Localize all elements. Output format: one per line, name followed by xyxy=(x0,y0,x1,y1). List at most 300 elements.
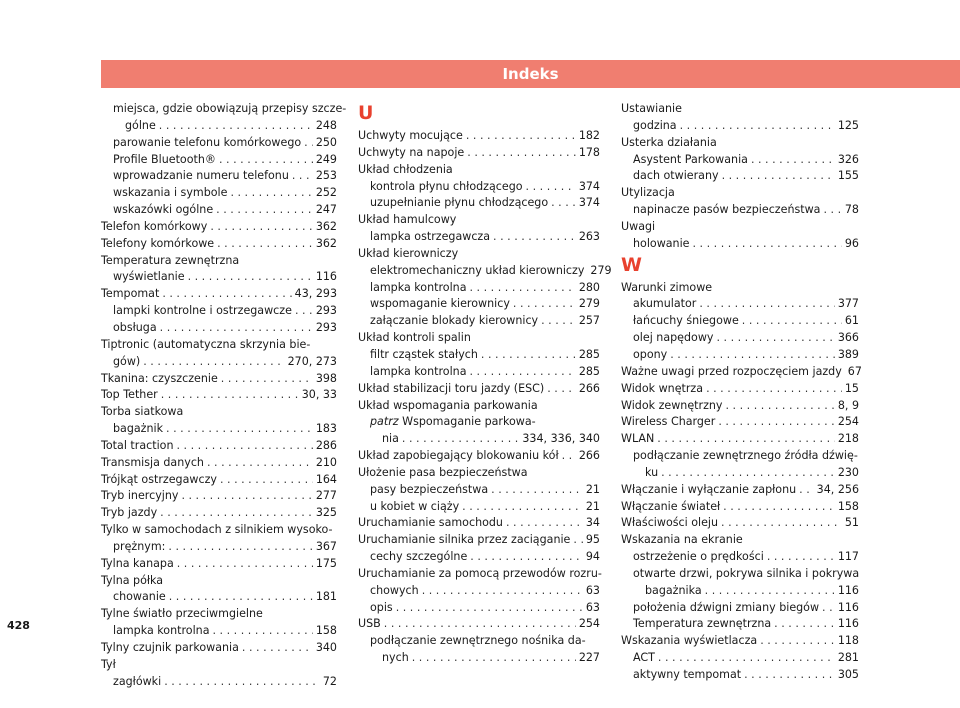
index-entry xyxy=(621,499,859,516)
index-entry-term: bagażnik xyxy=(113,422,164,436)
index-entry-pages: 250 xyxy=(315,135,337,149)
index-entry xyxy=(101,185,337,202)
index-entry-term: zagłówki xyxy=(113,674,162,688)
index-entry-term: Tkanina: czyszczenie xyxy=(101,371,218,385)
dot-leader xyxy=(693,236,842,253)
index-entry xyxy=(101,236,337,253)
dot-leader xyxy=(402,431,519,448)
index-entry-pages: 51 xyxy=(844,516,859,530)
index-entry-term: chowanie xyxy=(113,590,166,604)
dot-leader xyxy=(162,286,291,303)
index-entry-term: u kobiet w ciąży xyxy=(370,499,460,513)
index-entry-heading: Układ chłodzenia xyxy=(358,162,453,176)
dot-leader xyxy=(177,438,313,455)
index-entry-term: chowych xyxy=(370,583,419,597)
index-entry-term: wspomaganie kierownicy xyxy=(370,297,510,311)
index-entry-pages: 374 xyxy=(578,196,600,210)
index-entry-term: filtr cząstek stałych xyxy=(370,347,478,361)
dot-leader xyxy=(799,482,814,499)
index-entry-heading: podłączanie zewnętrznego nośnika da- xyxy=(370,634,586,648)
index-entry-pages: 34, 256 xyxy=(816,482,859,496)
index-entry-heading: Uruchamianie za pomocą przewodów rozru- xyxy=(358,566,602,580)
dot-leader xyxy=(159,118,313,135)
index-entry-term: Uruchamianie samochodu xyxy=(358,516,503,530)
page-number: 428 xyxy=(7,619,30,632)
index-entry-term: cechy szczególne xyxy=(370,550,468,564)
index-entry-term: opis xyxy=(370,600,393,614)
index-entry xyxy=(621,465,859,482)
index-entry-pages: 43, 293 xyxy=(294,287,337,301)
index-entry-heading: podłączanie zewnętrznego źródła dźwię- xyxy=(633,449,858,463)
index-entry xyxy=(358,381,600,398)
dot-leader xyxy=(216,202,313,219)
page-title: Indeks xyxy=(502,65,559,83)
index-entry-term: Właściwości oleju xyxy=(621,516,719,530)
index-entry-pages: 227 xyxy=(578,651,600,665)
index-entry-heading: Uwagi xyxy=(621,219,656,233)
index-entry-pages: 72 xyxy=(322,674,337,688)
index-entry-term: nia xyxy=(382,432,399,446)
index-entry xyxy=(621,616,859,633)
dot-leader xyxy=(470,364,576,381)
index-entry-pages: 277 xyxy=(315,489,337,503)
dot-leader xyxy=(177,556,313,573)
dot-leader xyxy=(295,303,313,320)
index-entry-term: opony xyxy=(633,347,668,361)
index-entry-pages: 281 xyxy=(837,651,859,665)
index-entry xyxy=(101,421,337,438)
dot-leader xyxy=(562,448,576,465)
index-entry-pages: 94 xyxy=(585,550,600,564)
dot-leader xyxy=(751,152,835,169)
index-entry xyxy=(358,347,600,364)
index-entry-term: bagażnika xyxy=(645,583,702,597)
index-entry-text: Wspomaganie parkowa- xyxy=(398,415,536,429)
index-entry xyxy=(101,640,337,657)
index-entry xyxy=(358,448,600,465)
index-entry-term: WLAN xyxy=(621,432,655,446)
index-entry-pages: 266 xyxy=(578,449,600,463)
dot-leader xyxy=(481,347,576,364)
index-entry xyxy=(101,135,337,152)
index-entry-term: Włączanie świateł xyxy=(621,499,721,513)
index-entry-term: Tryb jazdy xyxy=(101,506,158,520)
dot-leader xyxy=(466,128,576,145)
dot-leader xyxy=(161,387,299,404)
index-entry-pages: 325 xyxy=(315,506,337,520)
index-entry-term: położenia dźwigni zmiany biegów xyxy=(633,600,820,614)
index-entry-term: ku xyxy=(645,465,659,479)
index-entry-term: Tylna kanapa xyxy=(101,556,174,570)
index-entry xyxy=(101,387,337,404)
index-entry xyxy=(621,549,859,566)
index-entry-term: lampka kontrolna xyxy=(370,364,467,378)
index-entry-term: Top Tether xyxy=(101,388,158,402)
index-entry-term: nych xyxy=(382,651,409,665)
index-entry-term: wskazania i symbole xyxy=(113,186,228,200)
index-entry-pages: 285 xyxy=(578,364,600,378)
dot-leader xyxy=(513,296,576,313)
index-entry xyxy=(101,202,337,219)
index-see-reference: patrz xyxy=(370,415,399,429)
dot-leader xyxy=(680,118,835,135)
index-entry-pages: 158 xyxy=(315,624,337,638)
index-entry xyxy=(358,482,600,499)
index-entry-pages: 305 xyxy=(837,668,859,681)
index-entry xyxy=(621,118,859,135)
index-entry-term: pasy bezpieczeństwa xyxy=(370,482,489,496)
dot-leader xyxy=(744,667,835,684)
index-entry-pages: 247 xyxy=(315,203,337,217)
index-entry-pages: 178 xyxy=(578,145,600,159)
index-entry-term: elektromechaniczny układ kierowniczy xyxy=(370,263,585,277)
dot-leader xyxy=(547,381,576,398)
index-entry-term: Układ stabilizacji toru jazdy (ESC) xyxy=(358,381,545,395)
page-header xyxy=(101,60,960,88)
index-entry xyxy=(358,431,600,448)
dot-leader xyxy=(304,135,313,152)
dot-leader xyxy=(706,381,842,398)
index-entry xyxy=(101,556,337,573)
index-entry-pages: 116 xyxy=(837,583,859,597)
index-entry-term: Tryb inercyjny xyxy=(101,489,179,503)
index-entry xyxy=(101,589,337,606)
index-entry xyxy=(358,263,612,280)
dot-leader xyxy=(230,185,312,202)
dot-leader xyxy=(774,616,835,633)
index-entry xyxy=(358,195,600,212)
dot-leader xyxy=(573,532,582,549)
index-entry-term: Asystent Parkowania xyxy=(633,152,748,166)
index-entry-heading: Tył xyxy=(101,657,116,671)
index-entry xyxy=(621,364,862,381)
index-entry-term: napinacze pasów bezpieczeństwa xyxy=(633,203,821,217)
index-entry xyxy=(358,650,600,667)
index-entry-pages: 230 xyxy=(837,465,859,479)
index-entry-term: akumulator xyxy=(633,297,697,311)
index-entry-term: Widok zewnętrzny xyxy=(621,398,723,412)
index-entry-term: olej napędowy xyxy=(633,331,714,345)
dot-leader xyxy=(219,152,313,169)
index-entry xyxy=(621,236,859,253)
dot-leader xyxy=(470,549,583,566)
dot-leader xyxy=(166,421,313,438)
dot-leader xyxy=(721,515,842,532)
index-entry xyxy=(621,347,859,364)
index-entry-pages: 175 xyxy=(315,556,337,570)
dot-leader xyxy=(181,488,312,505)
dot-leader xyxy=(718,414,834,431)
index-entry-term: Profile Bluetooth® xyxy=(113,152,216,166)
dot-leader xyxy=(213,623,313,640)
dot-leader xyxy=(491,482,583,499)
index-entry xyxy=(101,674,337,691)
index-entry xyxy=(621,633,859,650)
index-entry-term: Włączanie i wyłączanie zapłonu xyxy=(621,482,797,496)
index-entry-term: lampki kontrolne i ostrzegawcze xyxy=(113,304,292,318)
index-entry-term: Uchwyty mocujące xyxy=(358,129,463,142)
index-entry xyxy=(101,118,337,135)
index-entry xyxy=(621,667,859,684)
index-entry xyxy=(621,313,859,330)
index-entry-pages: 374 xyxy=(578,179,600,193)
index-column-3 xyxy=(621,101,862,684)
index-entry-term: wskazówki ogólne xyxy=(113,203,214,217)
index-entry-pages: 21 xyxy=(585,482,600,496)
index-entry xyxy=(358,515,600,532)
index-entry xyxy=(101,354,337,371)
index-entry-term: Temperatura zewnętrzna xyxy=(633,617,772,631)
index-entry-term: kontrola płynu chłodzącego xyxy=(370,179,523,193)
index-entry-term: wprowadzanie numeru telefonu xyxy=(113,169,289,183)
index-entry-pages: 96 xyxy=(844,236,859,250)
index-entry xyxy=(101,505,337,522)
index-entry-term: godzina xyxy=(633,118,677,132)
index-entry xyxy=(358,364,600,381)
dot-leader xyxy=(169,589,313,606)
index-entry-heading: Warunki zimowe xyxy=(621,280,713,294)
index-entry xyxy=(621,482,859,499)
dot-leader xyxy=(823,202,841,219)
index-entry-pages: 285 xyxy=(578,347,600,361)
index-entry-pages: 253 xyxy=(315,169,337,183)
index-entry-pages: 116 xyxy=(315,270,337,284)
index-entry-term: lampka kontrolna xyxy=(370,280,467,294)
dot-leader xyxy=(422,583,583,600)
index-entry xyxy=(101,286,337,303)
dot-leader xyxy=(467,145,576,162)
index-entry-pages: 116 xyxy=(837,600,859,614)
index-entry-heading: Układ wspomagania parkowania xyxy=(358,398,538,412)
index-entry-pages: 286 xyxy=(315,438,337,452)
dot-leader xyxy=(412,650,576,667)
index-entry-term: prężnym: xyxy=(113,539,166,553)
index-entry-term: wyświetlanie xyxy=(113,270,185,284)
index-entry xyxy=(358,128,600,145)
index-entry-heading: Ułożenie pasa bezpieczeństwa xyxy=(358,465,528,479)
index-entry-term: Ważne uwagi przed rozpoczęciem jazdy xyxy=(621,364,842,378)
index-entry-heading: Układ kontroli spalin xyxy=(358,331,471,345)
index-entry-heading: Tylko w samochodach z silnikiem wysoko- xyxy=(101,523,333,537)
index-entry-pages: 280 xyxy=(578,280,600,294)
index-entry-pages: 377 xyxy=(837,297,859,311)
index-entry-heading: Usterka działania xyxy=(621,135,717,149)
index-entry xyxy=(101,488,337,505)
index-column-2 xyxy=(358,101,612,667)
dot-leader xyxy=(160,505,313,522)
index-entry-heading: otwarte drzwi, pokrywa silnika i pokrywa xyxy=(633,566,860,580)
index-entry-pages: 248 xyxy=(315,118,337,132)
index-entry-term: USB xyxy=(358,617,381,631)
index-entry-term: łańcuchy śniegowe xyxy=(633,314,739,328)
dot-leader xyxy=(699,296,834,313)
index-entry-pages: 63 xyxy=(585,583,600,597)
index-entry xyxy=(101,539,337,556)
index-entry xyxy=(101,168,337,185)
dot-leader xyxy=(470,280,576,297)
index-entry-pages: 181 xyxy=(315,590,337,604)
index-entry xyxy=(358,313,600,330)
index-entry xyxy=(358,145,600,162)
index-entry-pages: 366 xyxy=(837,331,859,345)
index-entry xyxy=(621,414,859,431)
index-entry xyxy=(621,398,859,415)
index-entry-pages: 182 xyxy=(578,129,600,142)
dot-leader xyxy=(822,600,835,617)
index-entry-pages: 389 xyxy=(837,347,859,361)
index-entry-pages: 252 xyxy=(315,186,337,200)
index-entry-pages: 8, 9 xyxy=(837,398,859,412)
index-entry-term: gólne xyxy=(125,118,156,132)
index-entry-heading: Tiptronic (automatyczna skrzynia bie- xyxy=(101,337,311,351)
dot-leader xyxy=(188,269,313,286)
index-entry-pages: 254 xyxy=(578,617,600,631)
index-entry-pages: 15 xyxy=(844,381,859,395)
index-entry-pages: 293 xyxy=(315,320,337,334)
dot-leader xyxy=(541,313,576,330)
index-entry xyxy=(358,499,600,516)
index-entry-pages: 266 xyxy=(578,381,600,395)
index-entry-heading: Układ hamulcowy xyxy=(358,213,457,227)
index-column-1 xyxy=(101,101,347,691)
index-entry xyxy=(621,381,859,398)
dot-leader xyxy=(168,539,312,556)
dot-leader xyxy=(506,515,583,532)
dot-leader xyxy=(670,347,835,364)
index-entry-heading: Tylne światło przeciwmgielne xyxy=(101,607,263,621)
dot-leader xyxy=(160,320,313,337)
index-entry-heading: Torba siatkowa xyxy=(101,405,184,419)
index-entry-term: Widok wnętrza xyxy=(621,381,704,395)
index-entry-heading: Wskazania na ekranie xyxy=(621,533,743,547)
index-entry-pages: 61 xyxy=(844,314,859,328)
dot-leader xyxy=(143,354,284,371)
index-entry-term: Uruchamianie silnika przez zaciąganie xyxy=(358,533,571,547)
index-entry-term: gów) xyxy=(113,354,141,368)
index-entry xyxy=(621,296,859,313)
index-entry-term: uzupełnianie płynu chłodzącego xyxy=(370,196,549,210)
index-entry-term: lampka ostrzegawcza xyxy=(370,230,491,244)
dot-leader xyxy=(210,219,313,236)
dot-leader xyxy=(658,650,835,667)
index-entry-pages: 118 xyxy=(837,634,859,648)
index-entry-pages: 78 xyxy=(844,203,859,217)
index-entry-pages: 63 xyxy=(585,600,600,614)
index-entry xyxy=(358,549,600,566)
dot-leader xyxy=(493,229,576,246)
index-entry-pages: 340 xyxy=(315,641,337,654)
index-entry-term: dach otwierany xyxy=(633,169,719,183)
index-entry xyxy=(101,303,337,320)
index-entry-term: ostrzeżenie o prędkości xyxy=(633,550,764,564)
dot-leader xyxy=(220,472,313,489)
index-entry xyxy=(101,472,337,489)
index-entry-pages: 95 xyxy=(585,533,600,547)
dot-leader xyxy=(384,616,576,633)
index-entry-pages: 218 xyxy=(837,432,859,446)
index-entry xyxy=(621,515,859,532)
dot-leader xyxy=(551,195,576,212)
index-entry xyxy=(621,330,859,347)
dot-leader xyxy=(760,633,835,650)
index-entry xyxy=(101,219,337,236)
index-entry-pages: 155 xyxy=(837,169,859,183)
index-entry xyxy=(358,583,600,600)
index-entry-heading xyxy=(358,414,600,431)
index-entry-term: aktywny tempomat xyxy=(633,668,742,681)
dot-leader xyxy=(396,600,583,617)
index-entry-pages: 117 xyxy=(837,550,859,564)
index-entry-pages: 263 xyxy=(578,230,600,244)
dot-leader xyxy=(767,549,835,566)
index-letter-heading: W xyxy=(621,253,642,276)
index-entry-term: Telefony komórkowe xyxy=(101,236,215,250)
index-entry-term: Wireless Charger xyxy=(621,415,716,429)
index-entry xyxy=(101,152,337,169)
index-entry-pages: 34 xyxy=(585,516,600,530)
index-entry xyxy=(358,179,600,196)
dot-leader xyxy=(661,465,835,482)
index-entry-term: Tempomat xyxy=(101,287,160,301)
index-entry xyxy=(358,616,600,633)
index-entry xyxy=(101,438,337,455)
index-entry-heading: Układ kierowniczy xyxy=(358,246,459,260)
dot-leader xyxy=(722,168,835,185)
index-entry-pages: 30, 33 xyxy=(301,388,337,402)
index-entry-term: załączanie blokady kierownicy xyxy=(370,314,539,328)
dot-leader xyxy=(742,313,842,330)
index-entry-term: Układ zapobiegający blokowaniu kół xyxy=(358,449,559,463)
index-entry-pages: 362 xyxy=(315,236,337,250)
index-entry xyxy=(358,280,600,297)
index-entry-heading: Temperatura zewnętrzna xyxy=(101,253,240,267)
index-entry-pages: 21 xyxy=(585,499,600,513)
index-entry-term: Wskazania wyświetlacza xyxy=(621,634,758,648)
index-entry-pages: 164 xyxy=(315,472,337,486)
index-entry xyxy=(621,583,859,600)
dot-leader xyxy=(716,330,834,347)
index-entry-heading: Utylizacja xyxy=(621,186,675,200)
index-entry-pages: 362 xyxy=(315,219,337,233)
index-entry xyxy=(621,600,859,617)
dot-leader xyxy=(242,640,313,657)
index-entry-pages: 210 xyxy=(315,455,337,469)
index-entry-pages: 279 xyxy=(578,297,600,311)
dot-leader xyxy=(217,236,313,253)
index-entry-pages: 367 xyxy=(315,539,337,553)
index-entry xyxy=(621,202,859,219)
index-entry xyxy=(101,269,337,286)
index-entry-term: parowanie telefonu komórkowego xyxy=(113,135,302,149)
index-entry-term: Uchwyty na napoje xyxy=(358,145,465,159)
index-entry-heading: Ustawianie xyxy=(621,102,682,115)
index-entry-term: holowanie xyxy=(633,236,690,250)
index-entry-pages: 125 xyxy=(837,118,859,132)
dot-leader xyxy=(526,179,576,196)
index-entry-term: ACT xyxy=(633,651,655,665)
index-entry-pages: 158 xyxy=(837,499,859,513)
index-entry-pages: 257 xyxy=(578,314,600,328)
dot-leader xyxy=(462,499,583,516)
index-entry-pages: 254 xyxy=(837,415,859,429)
dot-leader xyxy=(207,455,313,472)
index-entry xyxy=(358,229,600,246)
index-entry xyxy=(101,623,337,640)
dot-leader xyxy=(657,431,835,448)
index-entry-pages: 398 xyxy=(315,371,337,385)
index-letter-heading: U xyxy=(358,102,374,124)
index-entry-pages: 270, 273 xyxy=(287,354,337,368)
